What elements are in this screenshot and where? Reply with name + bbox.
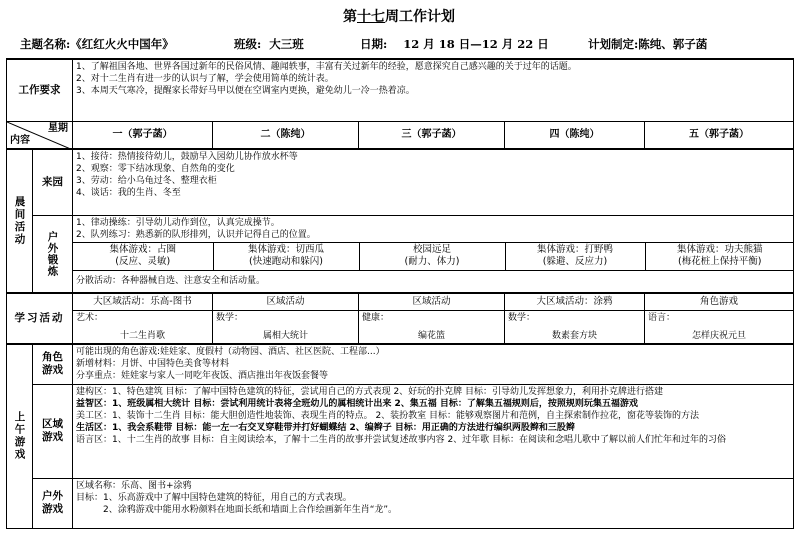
outdoor-game-row — [7, 478, 794, 528]
outdoor-item: 1、律动操练：引导幼儿动作到位，认真完成操节。 — [76, 217, 280, 228]
arrival-item: 1、接待：热情接待幼儿，鼓励早入园幼儿协作放水杯等 — [76, 152, 298, 162]
class-name: 大三班 — [269, 37, 304, 51]
forenoon-games-label: 上午游戏 — [7, 344, 33, 528]
day-header-fri: 五（郭子菡） — [645, 121, 794, 149]
game-thu: 集体游戏：打野鸭 (躲避、反应力) — [505, 242, 645, 270]
study-row-2 — [7, 311, 794, 345]
study-subject-wed: 健康： 编花篮 — [359, 311, 505, 345]
arrival-label: 来园 — [33, 149, 73, 215]
outdoor-item: 2、队列练习：熟悉新的队形排列，认识并记得自己的位置。 — [76, 229, 316, 240]
work-requirements-row — [7, 59, 794, 121]
area-item-language: 语言区：1、十二生肖的故事 目标：自主阅读绘本，了解十二生肖的故事并尝试复述故事内容 2、过年歌 目标：在阅读和念唱儿歌中了解以前人们忙年和过年的习俗 — [76, 434, 727, 445]
free-activity-content: 分散活动：各种器械自选、注意安全和活动量。 — [73, 271, 794, 293]
day-header-mon: 一（郭子菡） — [73, 121, 213, 149]
work-req-item: 2、对十二生肖有进一步的认识与了解，学会使用简单的统计表。 — [76, 74, 334, 84]
study-area-fri: 角色游戏 — [645, 293, 794, 311]
planner-names: 陈纯、郭子菡 — [638, 37, 708, 51]
outdoor-exercise-label: 户外锻炼 — [33, 215, 73, 293]
game-wed: 校园远足 (耐力、体力) — [359, 242, 505, 270]
work-requirements-label: 工作要求 — [7, 59, 73, 121]
outdoor-game-item: 目标：1、乐高游戏中了解中国特色建筑的特征，用自己的方式表现。 — [76, 492, 352, 503]
morning-activities-label: 晨间活动 — [7, 149, 33, 293]
corner-week-label: 星期 — [48, 122, 68, 134]
arrival-item: 3、劳动：给小乌龟过冬、整理衣柜 — [76, 176, 217, 186]
role-game-row — [7, 344, 794, 384]
study-area-wed: 区域活动 — [359, 293, 505, 311]
area-item-life: 生活区：1、我会系鞋带 目标：能一左一右交叉穿鞋带并打好蝴蝶结 2、编辫子 目标：用正确的方法进行编织两股辫和三股辫 — [76, 422, 575, 433]
outdoor-game-label: 户外游戏 — [33, 478, 73, 528]
study-row-1 — [7, 293, 794, 311]
study-subject-fri: 语言： 怎样庆祝元旦 — [645, 311, 794, 345]
morning-arrival-row — [7, 149, 794, 215]
game-tue: 集体游戏：切西瓜 (快速跑动和躲闪) — [213, 242, 359, 270]
group-games-table — [73, 242, 794, 271]
arrival-item: 2、观察：零下结冰现象、自然角的变化 — [76, 164, 235, 174]
area-item-art: 美工区：1、装饰十二生肖 目标：能大胆创造性地装饰、表现生肖的特点。 2、装扮教室 目标：能够观察图片和范例，自主探索制作拉花，窗花等装饰的方法 — [76, 410, 700, 421]
role-game-label: 角色游戏 — [33, 344, 73, 384]
day-header-wed: 三（郭子菡） — [359, 121, 505, 149]
study-activities-label: 学习活动 — [7, 293, 73, 345]
area-game-label: 区域游戏 — [33, 384, 73, 478]
date-range: 12 月 18 日—12 月 22 日 — [403, 37, 549, 51]
role-item: 新增材料：月饼、中国特色美食等材料 — [76, 359, 230, 369]
outdoor-game-content — [73, 478, 794, 528]
theme-name: 《红红火火中国年》 — [70, 37, 174, 51]
day-header-thu: 四（陈纯） — [505, 121, 645, 149]
area-item-construction: 建构区：1、特色建筑 目标：了解中国特色建筑的特征，尝试用自己的方式表现 2、好玩的扑克牌 目标：引导幼儿发挥想象力，利用扑克牌进行搭建 — [76, 386, 664, 397]
outdoor-game-item: 区域名称：乐高、图书+涂鸦 — [76, 480, 192, 491]
outdoor-exercise-content — [73, 215, 794, 271]
area-game-content — [73, 384, 794, 478]
outdoor-game-item: 2、涂鸦游戏中能用水粉颜料在地面长纸和墙面上合作绘画新年生肖“龙”。 — [76, 504, 398, 515]
area-item-puzzle: 益智区：1、班级属相大统计 目标：尝试利用统计表将全班幼儿的属相统计出来 2、集五福 目标：了解集五福规则后，按照规则玩集五福游戏 — [76, 398, 638, 409]
role-item: 分享重点：娃娃家与家人一同吃年夜饭、酒店推出年夜饭套餐等 — [76, 371, 329, 381]
work-requirements-content — [73, 59, 794, 121]
area-game-row — [7, 384, 794, 478]
study-area-mon: 大区域活动：乐高-图书 — [73, 293, 213, 311]
page-title: 第十七周工作计划 — [343, 9, 455, 25]
game-fri: 集体游戏：功夫熊猫 (梅花桩上保持平衡) — [645, 242, 794, 270]
class-label: 班级: 大三班 — [234, 37, 304, 51]
theme-label: 主题名称:《红红火火中国年》 — [20, 37, 174, 51]
role-game-content — [73, 344, 794, 384]
outdoor-exercise-row — [7, 215, 794, 271]
study-subject-tue: 数学： 属相大统计 — [213, 311, 359, 345]
study-subject-mon: 艺术： 十二生肖歌 — [73, 311, 213, 345]
day-header-row — [7, 121, 794, 149]
date-label: 日期: 12 月 18 日—12 月 22 日 — [360, 37, 549, 51]
work-req-item: 3、本周天气寒冷，提醒家长带好马甲以便在空调室内更换，避免幼儿一冷一热着凉。 — [76, 86, 415, 96]
study-area-thu: 大区域活动：涂鸦 — [505, 293, 645, 311]
role-item: 可能出现的角色游戏:娃娃家、度假村（动物园、酒店、社区医院、工程部...） — [76, 347, 385, 357]
arrival-item: 4、谈话：我的生肖、冬至 — [76, 188, 181, 198]
day-header-tue: 二（陈纯） — [213, 121, 359, 149]
corner-content-label: 内容 — [10, 135, 30, 146]
study-area-tue: 区域活动 — [213, 293, 359, 311]
study-subject-thu: 数学： 数素套方块 — [505, 311, 645, 345]
week-number: 十七 — [357, 9, 385, 25]
diagonal-header-cell — [7, 121, 73, 149]
planner-label: 计划制定:陈纯、郭子菡 — [588, 37, 708, 51]
free-activity-row — [7, 271, 794, 293]
weekly-plan-table — [6, 58, 794, 529]
game-mon: 集体游戏：占圈 (反应、灵敏) — [73, 242, 213, 270]
arrival-content — [73, 149, 794, 215]
work-req-item: 1、了解祖国各地、世界各国过新年的民俗风情、趣闻轶事，丰富有关过新年的经验，愿意探究自己感兴趣的关于过年的话题。 — [76, 62, 577, 72]
